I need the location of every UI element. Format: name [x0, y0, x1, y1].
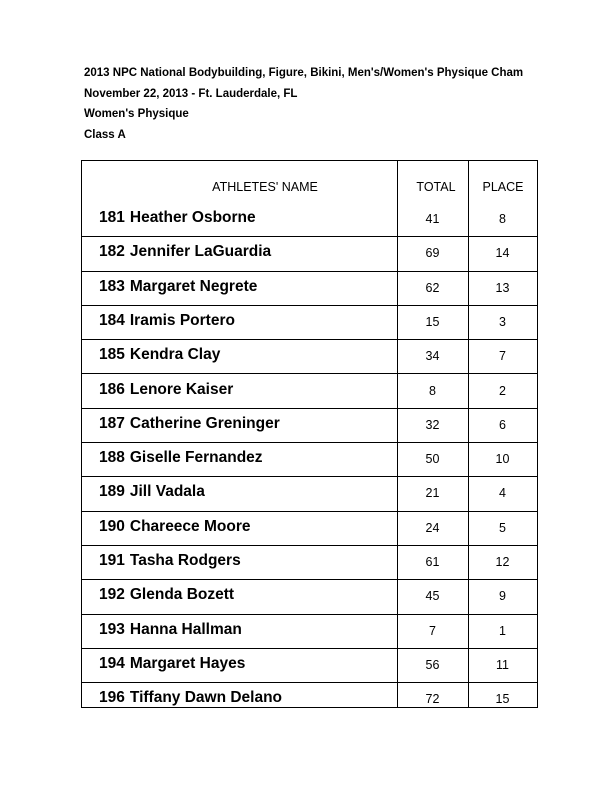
- athlete-number: 193: [99, 620, 125, 638]
- table-row: [82, 615, 537, 649]
- table-row: [82, 512, 537, 546]
- athlete-cell: [99, 655, 245, 673]
- athlete-name: Jennifer LaGuardia: [129, 243, 272, 261]
- athlete-cell: [99, 449, 263, 467]
- athlete-number: 186: [99, 380, 125, 398]
- document-header: [84, 66, 612, 148]
- athlete-number: 192: [99, 586, 125, 604]
- table-row: [82, 203, 537, 237]
- athlete-name: Catherine Greninger: [129, 414, 280, 432]
- athlete-cell: [99, 621, 242, 639]
- athlete-number: 183: [99, 277, 125, 295]
- athlete-name: Tasha Rodgers: [129, 552, 241, 569]
- total-score: 72: [425, 692, 440, 707]
- total-score: 7: [429, 623, 436, 638]
- athlete-cell: [99, 346, 220, 364]
- placing: 15: [495, 692, 510, 707]
- total-score: 34: [425, 349, 440, 364]
- athlete-cell: [99, 483, 205, 501]
- total-score: 61: [425, 555, 440, 569]
- placing: 11: [496, 657, 509, 672]
- total-score: 45: [425, 589, 440, 604]
- athlete-name: Hanna Hallman: [129, 620, 242, 638]
- event-date-location: November 22, 2013 - Ft. Lauderdale, FL: [84, 87, 298, 100]
- table-row: [82, 272, 537, 306]
- athlete-cell: [99, 552, 241, 570]
- athlete-number: 189: [99, 483, 125, 501]
- table-row: [82, 237, 537, 271]
- table-row: [82, 546, 537, 580]
- total-score: 24: [425, 520, 440, 535]
- placing: 4: [499, 486, 506, 501]
- athlete-name: Chareece Moore: [129, 517, 251, 535]
- table-header-row: [82, 161, 537, 203]
- total-score: 21: [425, 486, 440, 501]
- placing: 8: [499, 212, 506, 226]
- athlete-number: 196: [99, 689, 125, 707]
- athlete-name: Margaret Negrete: [129, 277, 258, 295]
- athlete-name: Glenda Bozett: [129, 586, 235, 604]
- total-score: 15: [425, 314, 440, 329]
- athlete-cell: [99, 278, 257, 296]
- total-score: 62: [425, 280, 440, 295]
- placing: 2: [499, 383, 506, 398]
- placing: 3: [499, 314, 506, 329]
- total-score: 32: [425, 417, 440, 432]
- athlete-cell: [99, 586, 234, 604]
- division-label: Women's Physique: [84, 108, 189, 120]
- athlete-cell: [99, 243, 271, 261]
- athlete-cell: [99, 689, 282, 707]
- total-score: 8: [429, 383, 436, 398]
- athlete-number: 184: [99, 311, 125, 329]
- table-row: [82, 375, 537, 409]
- athlete-name: Lenore Kaiser: [129, 380, 234, 398]
- placing: 13: [495, 280, 510, 295]
- athlete-name: Margaret Hayes: [129, 654, 246, 672]
- athlete-number: 188: [99, 449, 125, 467]
- table-row: [82, 409, 537, 443]
- athlete-cell: [99, 381, 233, 399]
- placing: 9: [499, 589, 506, 604]
- place-column-header: PLACE: [482, 180, 524, 194]
- placing: 7: [499, 349, 506, 364]
- placing: 5: [499, 520, 506, 535]
- athlete-name: Heather Osborne: [129, 209, 256, 226]
- athlete-number: 194: [99, 654, 125, 672]
- athlete-cell: [99, 312, 235, 330]
- total-score: 56: [425, 657, 440, 672]
- table-row: [82, 649, 537, 683]
- athlete-name: Jill Vadala: [129, 483, 205, 501]
- athlete-number: 190: [99, 517, 125, 535]
- class-label: Class A: [84, 128, 126, 141]
- table-row: [82, 477, 537, 511]
- table-row: [82, 340, 537, 374]
- athlete-name: Kendra Clay: [129, 346, 221, 364]
- placing: 6: [499, 417, 506, 432]
- table-row: [82, 306, 537, 340]
- athlete-number: 191: [99, 552, 125, 569]
- total-score: 41: [425, 212, 440, 226]
- total-score: 50: [425, 452, 440, 467]
- athlete-cell: [99, 518, 250, 536]
- table-row: [82, 580, 537, 614]
- athlete-number: 182: [99, 243, 125, 261]
- placing: 14: [495, 246, 510, 261]
- placing: 10: [495, 452, 510, 467]
- event-title: 2013 NPC National Bodybuilding, Figure, Bikini, Men's/Women's Physique Cham: [84, 67, 524, 79]
- total-score: 69: [425, 246, 440, 261]
- table-row: [82, 683, 537, 717]
- athlete-cell: [99, 415, 280, 433]
- athlete-number: 187: [99, 414, 125, 432]
- table-row: [82, 443, 537, 477]
- athlete-number: 181: [99, 209, 125, 226]
- placing: 1: [499, 623, 506, 638]
- athlete-name: Giselle Fernandez: [129, 449, 263, 467]
- athletes-name-column-header: ATHLETES' NAME: [212, 180, 318, 194]
- total-column-header: TOTAL: [416, 180, 456, 194]
- athlete-name: Iramis Portero: [129, 311, 235, 329]
- athlete-cell: [99, 209, 256, 227]
- athlete-number: 185: [99, 346, 125, 364]
- athlete-name: Tiffany Dawn Delano: [129, 689, 283, 707]
- placing: 12: [495, 555, 510, 569]
- results-table: [81, 160, 538, 708]
